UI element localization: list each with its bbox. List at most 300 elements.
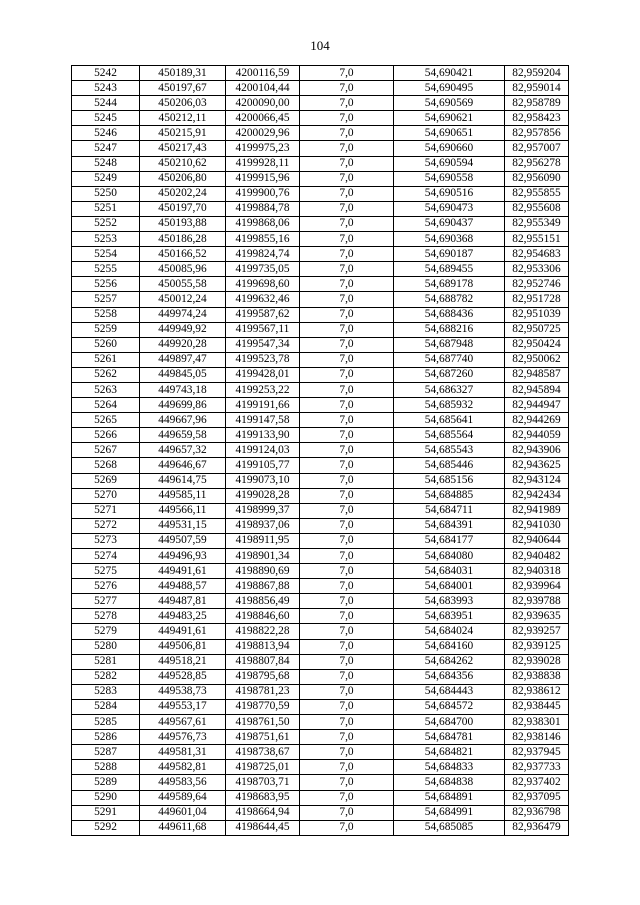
table-row bbox=[72, 81, 569, 96]
height-cell: 7,0 bbox=[300, 186, 394, 201]
table-row bbox=[72, 413, 569, 428]
longitude-cell: 82,944269 bbox=[505, 413, 569, 428]
point-number-cell: 5253 bbox=[72, 232, 140, 247]
height-cell: 7,0 bbox=[300, 488, 394, 503]
y-coordinate-cell: 4199191,66 bbox=[226, 398, 300, 413]
longitude-cell: 82,937402 bbox=[505, 775, 569, 790]
point-number-cell: 5284 bbox=[72, 699, 140, 714]
y-coordinate-cell: 4199735,05 bbox=[226, 262, 300, 277]
longitude-cell: 82,958423 bbox=[505, 111, 569, 126]
x-coordinate-cell: 449657,32 bbox=[140, 443, 226, 458]
table-row bbox=[72, 186, 569, 201]
point-number-cell: 5290 bbox=[72, 790, 140, 805]
y-coordinate-cell: 4199915,96 bbox=[226, 171, 300, 186]
table-row bbox=[72, 775, 569, 790]
latitude-cell: 54,684821 bbox=[394, 745, 505, 760]
point-number-cell: 5260 bbox=[72, 337, 140, 352]
latitude-cell: 54,690594 bbox=[394, 156, 505, 171]
y-coordinate-cell: 4199124,03 bbox=[226, 443, 300, 458]
latitude-cell: 54,690558 bbox=[394, 171, 505, 186]
x-coordinate-cell: 449531,15 bbox=[140, 518, 226, 533]
x-coordinate-cell: 449585,11 bbox=[140, 488, 226, 503]
y-coordinate-cell: 4198703,71 bbox=[226, 775, 300, 790]
table-row bbox=[72, 684, 569, 699]
latitude-cell: 54,684781 bbox=[394, 730, 505, 745]
longitude-cell: 82,942434 bbox=[505, 488, 569, 503]
table-row bbox=[72, 398, 569, 413]
latitude-cell: 54,684177 bbox=[394, 533, 505, 548]
point-number-cell: 5266 bbox=[72, 428, 140, 443]
longitude-cell: 82,939635 bbox=[505, 609, 569, 624]
y-coordinate-cell: 4198867,88 bbox=[226, 579, 300, 594]
latitude-cell: 54,685446 bbox=[394, 458, 505, 473]
point-number-cell: 5255 bbox=[72, 262, 140, 277]
point-number-cell: 5262 bbox=[72, 367, 140, 382]
point-number-cell: 5280 bbox=[72, 639, 140, 654]
x-coordinate-cell: 449507,59 bbox=[140, 533, 226, 548]
longitude-cell: 82,939257 bbox=[505, 624, 569, 639]
longitude-cell: 82,941030 bbox=[505, 518, 569, 533]
y-coordinate-cell: 4200104,44 bbox=[226, 81, 300, 96]
x-coordinate-cell: 449566,11 bbox=[140, 503, 226, 518]
latitude-cell: 54,688216 bbox=[394, 322, 505, 337]
y-coordinate-cell: 4198937,06 bbox=[226, 518, 300, 533]
y-coordinate-cell: 4198725,01 bbox=[226, 760, 300, 775]
y-coordinate-cell: 4198822,28 bbox=[226, 624, 300, 639]
latitude-cell: 54,685641 bbox=[394, 413, 505, 428]
latitude-cell: 54,685543 bbox=[394, 443, 505, 458]
point-number-cell: 5282 bbox=[72, 669, 140, 684]
longitude-cell: 82,959014 bbox=[505, 81, 569, 96]
height-cell: 7,0 bbox=[300, 805, 394, 820]
height-cell: 7,0 bbox=[300, 775, 394, 790]
longitude-cell: 82,950725 bbox=[505, 322, 569, 337]
x-coordinate-cell: 450206,80 bbox=[140, 171, 226, 186]
height-cell: 7,0 bbox=[300, 518, 394, 533]
point-number-cell: 5277 bbox=[72, 594, 140, 609]
point-number-cell: 5252 bbox=[72, 216, 140, 231]
x-coordinate-cell: 449553,17 bbox=[140, 699, 226, 714]
y-coordinate-cell: 4199133,90 bbox=[226, 428, 300, 443]
x-coordinate-cell: 449581,31 bbox=[140, 745, 226, 760]
y-coordinate-cell: 4199698,60 bbox=[226, 277, 300, 292]
x-coordinate-cell: 449483,25 bbox=[140, 609, 226, 624]
longitude-cell: 82,936798 bbox=[505, 805, 569, 820]
height-cell: 7,0 bbox=[300, 126, 394, 141]
point-number-cell: 5254 bbox=[72, 247, 140, 262]
longitude-cell: 82,936479 bbox=[505, 820, 569, 835]
latitude-cell: 54,690651 bbox=[394, 126, 505, 141]
latitude-cell: 54,685932 bbox=[394, 398, 505, 413]
x-coordinate-cell: 450210,62 bbox=[140, 156, 226, 171]
height-cell: 7,0 bbox=[300, 564, 394, 579]
height-cell: 7,0 bbox=[300, 745, 394, 760]
longitude-cell: 82,943625 bbox=[505, 458, 569, 473]
table-row bbox=[72, 171, 569, 186]
y-coordinate-cell: 4198999,37 bbox=[226, 503, 300, 518]
latitude-cell: 54,684885 bbox=[394, 488, 505, 503]
y-coordinate-cell: 4198890,69 bbox=[226, 564, 300, 579]
y-coordinate-cell: 4199855,16 bbox=[226, 232, 300, 247]
height-cell: 7,0 bbox=[300, 684, 394, 699]
height-cell: 7,0 bbox=[300, 66, 394, 81]
height-cell: 7,0 bbox=[300, 715, 394, 730]
table-row bbox=[72, 549, 569, 564]
longitude-cell: 82,939788 bbox=[505, 594, 569, 609]
height-cell: 7,0 bbox=[300, 820, 394, 835]
table-row bbox=[72, 201, 569, 216]
point-number-cell: 5249 bbox=[72, 171, 140, 186]
x-coordinate-cell: 449667,96 bbox=[140, 413, 226, 428]
height-cell: 7,0 bbox=[300, 699, 394, 714]
latitude-cell: 54,690660 bbox=[394, 141, 505, 156]
height-cell: 7,0 bbox=[300, 292, 394, 307]
point-number-cell: 5279 bbox=[72, 624, 140, 639]
longitude-cell: 82,939964 bbox=[505, 579, 569, 594]
height-cell: 7,0 bbox=[300, 413, 394, 428]
latitude-cell: 54,686327 bbox=[394, 382, 505, 397]
point-number-cell: 5272 bbox=[72, 518, 140, 533]
point-number-cell: 5257 bbox=[72, 292, 140, 307]
x-coordinate-cell: 450202,24 bbox=[140, 186, 226, 201]
height-cell: 7,0 bbox=[300, 247, 394, 262]
height-cell: 7,0 bbox=[300, 232, 394, 247]
y-coordinate-cell: 4199868,06 bbox=[226, 216, 300, 231]
height-cell: 7,0 bbox=[300, 790, 394, 805]
x-coordinate-cell: 450206,03 bbox=[140, 96, 226, 111]
x-coordinate-cell: 450166,52 bbox=[140, 247, 226, 262]
height-cell: 7,0 bbox=[300, 443, 394, 458]
point-number-cell: 5278 bbox=[72, 609, 140, 624]
height-cell: 7,0 bbox=[300, 473, 394, 488]
y-coordinate-cell: 4198664,94 bbox=[226, 805, 300, 820]
y-coordinate-cell: 4198683,95 bbox=[226, 790, 300, 805]
height-cell: 7,0 bbox=[300, 594, 394, 609]
table-row bbox=[72, 126, 569, 141]
table-row bbox=[72, 232, 569, 247]
latitude-cell: 54,690437 bbox=[394, 216, 505, 231]
height-cell: 7,0 bbox=[300, 579, 394, 594]
longitude-cell: 82,957007 bbox=[505, 141, 569, 156]
height-cell: 7,0 bbox=[300, 141, 394, 156]
latitude-cell: 54,688436 bbox=[394, 307, 505, 322]
x-coordinate-cell: 449528,85 bbox=[140, 669, 226, 684]
longitude-cell: 82,937733 bbox=[505, 760, 569, 775]
latitude-cell: 54,684080 bbox=[394, 549, 505, 564]
table-row bbox=[72, 579, 569, 594]
y-coordinate-cell: 4198761,50 bbox=[226, 715, 300, 730]
y-coordinate-cell: 4200066,45 bbox=[226, 111, 300, 126]
table-row bbox=[72, 473, 569, 488]
point-number-cell: 5270 bbox=[72, 488, 140, 503]
table-row bbox=[72, 141, 569, 156]
height-cell: 7,0 bbox=[300, 533, 394, 548]
latitude-cell: 54,690569 bbox=[394, 96, 505, 111]
latitude-cell: 54,690621 bbox=[394, 111, 505, 126]
latitude-cell: 54,684001 bbox=[394, 579, 505, 594]
y-coordinate-cell: 4198807,84 bbox=[226, 654, 300, 669]
latitude-cell: 54,683951 bbox=[394, 609, 505, 624]
y-coordinate-cell: 4198813,94 bbox=[226, 639, 300, 654]
x-coordinate-cell: 449491,61 bbox=[140, 564, 226, 579]
longitude-cell: 82,948587 bbox=[505, 367, 569, 382]
x-coordinate-cell: 449491,61 bbox=[140, 624, 226, 639]
point-number-cell: 5243 bbox=[72, 81, 140, 96]
latitude-cell: 54,690421 bbox=[394, 66, 505, 81]
x-coordinate-cell: 450055,58 bbox=[140, 277, 226, 292]
x-coordinate-cell: 449601,04 bbox=[140, 805, 226, 820]
longitude-cell: 82,955608 bbox=[505, 201, 569, 216]
y-coordinate-cell: 4199632,46 bbox=[226, 292, 300, 307]
table-row bbox=[72, 790, 569, 805]
point-number-cell: 5288 bbox=[72, 760, 140, 775]
latitude-cell: 54,688782 bbox=[394, 292, 505, 307]
table-row bbox=[72, 428, 569, 443]
y-coordinate-cell: 4200116,59 bbox=[226, 66, 300, 81]
point-number-cell: 5265 bbox=[72, 413, 140, 428]
point-number-cell: 5251 bbox=[72, 201, 140, 216]
x-coordinate-cell: 449496,93 bbox=[140, 549, 226, 564]
longitude-cell: 82,958789 bbox=[505, 96, 569, 111]
x-coordinate-cell: 450215,91 bbox=[140, 126, 226, 141]
table-row bbox=[72, 352, 569, 367]
x-coordinate-cell: 449974,24 bbox=[140, 307, 226, 322]
table-row bbox=[72, 669, 569, 684]
latitude-cell: 54,685156 bbox=[394, 473, 505, 488]
longitude-cell: 82,940318 bbox=[505, 564, 569, 579]
x-coordinate-cell: 449614,75 bbox=[140, 473, 226, 488]
longitude-cell: 82,955349 bbox=[505, 216, 569, 231]
x-coordinate-cell: 449567,61 bbox=[140, 715, 226, 730]
point-number-cell: 5261 bbox=[72, 352, 140, 367]
longitude-cell: 82,943906 bbox=[505, 443, 569, 458]
table-row bbox=[72, 66, 569, 81]
table-row bbox=[72, 156, 569, 171]
longitude-cell: 82,954683 bbox=[505, 247, 569, 262]
table-row bbox=[72, 488, 569, 503]
table-row bbox=[72, 805, 569, 820]
longitude-cell: 82,944059 bbox=[505, 428, 569, 443]
point-number-cell: 5264 bbox=[72, 398, 140, 413]
y-coordinate-cell: 4198644,45 bbox=[226, 820, 300, 835]
point-number-cell: 5247 bbox=[72, 141, 140, 156]
point-number-cell: 5281 bbox=[72, 654, 140, 669]
y-coordinate-cell: 4199105,77 bbox=[226, 458, 300, 473]
y-coordinate-cell: 4198781,23 bbox=[226, 684, 300, 699]
point-number-cell: 5244 bbox=[72, 96, 140, 111]
height-cell: 7,0 bbox=[300, 609, 394, 624]
height-cell: 7,0 bbox=[300, 398, 394, 413]
x-coordinate-cell: 449646,67 bbox=[140, 458, 226, 473]
x-coordinate-cell: 449583,56 bbox=[140, 775, 226, 790]
x-coordinate-cell: 449699,86 bbox=[140, 398, 226, 413]
latitude-cell: 54,684700 bbox=[394, 715, 505, 730]
latitude-cell: 54,684391 bbox=[394, 518, 505, 533]
point-number-cell: 5250 bbox=[72, 186, 140, 201]
point-number-cell: 5258 bbox=[72, 307, 140, 322]
x-coordinate-cell: 449589,64 bbox=[140, 790, 226, 805]
height-cell: 7,0 bbox=[300, 367, 394, 382]
point-number-cell: 5276 bbox=[72, 579, 140, 594]
y-coordinate-cell: 4199900,76 bbox=[226, 186, 300, 201]
coordinates-table bbox=[71, 65, 569, 836]
table-row bbox=[72, 624, 569, 639]
latitude-cell: 54,684262 bbox=[394, 654, 505, 669]
table-row bbox=[72, 262, 569, 277]
height-cell: 7,0 bbox=[300, 262, 394, 277]
longitude-cell: 82,950424 bbox=[505, 337, 569, 352]
y-coordinate-cell: 4200029,96 bbox=[226, 126, 300, 141]
point-number-cell: 5273 bbox=[72, 533, 140, 548]
latitude-cell: 54,684572 bbox=[394, 699, 505, 714]
point-number-cell: 5283 bbox=[72, 684, 140, 699]
height-cell: 7,0 bbox=[300, 81, 394, 96]
longitude-cell: 82,945894 bbox=[505, 382, 569, 397]
point-number-cell: 5256 bbox=[72, 277, 140, 292]
latitude-cell: 54,684833 bbox=[394, 760, 505, 775]
longitude-cell: 82,937945 bbox=[505, 745, 569, 760]
latitude-cell: 54,683993 bbox=[394, 594, 505, 609]
table-row bbox=[72, 820, 569, 835]
height-cell: 7,0 bbox=[300, 216, 394, 231]
x-coordinate-cell: 449576,73 bbox=[140, 730, 226, 745]
table-row bbox=[72, 564, 569, 579]
y-coordinate-cell: 4199428,01 bbox=[226, 367, 300, 382]
x-coordinate-cell: 449488,57 bbox=[140, 579, 226, 594]
point-number-cell: 5263 bbox=[72, 382, 140, 397]
height-cell: 7,0 bbox=[300, 337, 394, 352]
latitude-cell: 54,684160 bbox=[394, 639, 505, 654]
table-row bbox=[72, 322, 569, 337]
point-number-cell: 5275 bbox=[72, 564, 140, 579]
longitude-cell: 82,957856 bbox=[505, 126, 569, 141]
longitude-cell: 82,943124 bbox=[505, 473, 569, 488]
table-row bbox=[72, 277, 569, 292]
point-number-cell: 5285 bbox=[72, 715, 140, 730]
longitude-cell: 82,938445 bbox=[505, 699, 569, 714]
longitude-cell: 82,937095 bbox=[505, 790, 569, 805]
y-coordinate-cell: 4199523,78 bbox=[226, 352, 300, 367]
point-number-cell: 5292 bbox=[72, 820, 140, 835]
table-row bbox=[72, 337, 569, 352]
height-cell: 7,0 bbox=[300, 96, 394, 111]
point-number-cell: 5242 bbox=[72, 66, 140, 81]
longitude-cell: 82,940644 bbox=[505, 533, 569, 548]
x-coordinate-cell: 450212,11 bbox=[140, 111, 226, 126]
height-cell: 7,0 bbox=[300, 503, 394, 518]
point-number-cell: 5246 bbox=[72, 126, 140, 141]
x-coordinate-cell: 449845,05 bbox=[140, 367, 226, 382]
longitude-cell: 82,955151 bbox=[505, 232, 569, 247]
y-coordinate-cell: 4198846,60 bbox=[226, 609, 300, 624]
y-coordinate-cell: 4199547,34 bbox=[226, 337, 300, 352]
y-coordinate-cell: 4198856,49 bbox=[226, 594, 300, 609]
longitude-cell: 82,938838 bbox=[505, 669, 569, 684]
table-body bbox=[72, 66, 569, 836]
longitude-cell: 82,939028 bbox=[505, 654, 569, 669]
point-number-cell: 5287 bbox=[72, 745, 140, 760]
longitude-cell: 82,950062 bbox=[505, 352, 569, 367]
x-coordinate-cell: 449518,21 bbox=[140, 654, 226, 669]
point-number-cell: 5267 bbox=[72, 443, 140, 458]
y-coordinate-cell: 4199884,78 bbox=[226, 201, 300, 216]
height-cell: 7,0 bbox=[300, 352, 394, 367]
x-coordinate-cell: 450217,43 bbox=[140, 141, 226, 156]
latitude-cell: 54,684711 bbox=[394, 503, 505, 518]
latitude-cell: 54,685085 bbox=[394, 820, 505, 835]
y-coordinate-cell: 4199253,22 bbox=[226, 382, 300, 397]
longitude-cell: 82,939125 bbox=[505, 639, 569, 654]
y-coordinate-cell: 4199028,28 bbox=[226, 488, 300, 503]
point-number-cell: 5289 bbox=[72, 775, 140, 790]
x-coordinate-cell: 450189,31 bbox=[140, 66, 226, 81]
y-coordinate-cell: 4198738,67 bbox=[226, 745, 300, 760]
height-cell: 7,0 bbox=[300, 201, 394, 216]
latitude-cell: 54,690473 bbox=[394, 201, 505, 216]
table-row bbox=[72, 382, 569, 397]
y-coordinate-cell: 4199975,23 bbox=[226, 141, 300, 156]
longitude-cell: 82,956090 bbox=[505, 171, 569, 186]
x-coordinate-cell: 450012,24 bbox=[140, 292, 226, 307]
table-row bbox=[72, 699, 569, 714]
longitude-cell: 82,951728 bbox=[505, 292, 569, 307]
table-row bbox=[72, 443, 569, 458]
point-number-cell: 5245 bbox=[72, 111, 140, 126]
longitude-cell: 82,944947 bbox=[505, 398, 569, 413]
longitude-cell: 82,940482 bbox=[505, 549, 569, 564]
x-coordinate-cell: 449897,47 bbox=[140, 352, 226, 367]
x-coordinate-cell: 450197,67 bbox=[140, 81, 226, 96]
y-coordinate-cell: 4198901,34 bbox=[226, 549, 300, 564]
table-row bbox=[72, 307, 569, 322]
x-coordinate-cell: 449611,68 bbox=[140, 820, 226, 835]
height-cell: 7,0 bbox=[300, 760, 394, 775]
height-cell: 7,0 bbox=[300, 549, 394, 564]
table-row bbox=[72, 292, 569, 307]
latitude-cell: 54,690368 bbox=[394, 232, 505, 247]
point-number-cell: 5268 bbox=[72, 458, 140, 473]
point-number-cell: 5286 bbox=[72, 730, 140, 745]
latitude-cell: 54,684356 bbox=[394, 669, 505, 684]
table-row bbox=[72, 760, 569, 775]
table-row bbox=[72, 715, 569, 730]
height-cell: 7,0 bbox=[300, 730, 394, 745]
table-row bbox=[72, 518, 569, 533]
x-coordinate-cell: 449949,92 bbox=[140, 322, 226, 337]
x-coordinate-cell: 449920,28 bbox=[140, 337, 226, 352]
table-row bbox=[72, 503, 569, 518]
latitude-cell: 54,685564 bbox=[394, 428, 505, 443]
table-row bbox=[72, 594, 569, 609]
table-row bbox=[72, 247, 569, 262]
point-number-cell: 5291 bbox=[72, 805, 140, 820]
latitude-cell: 54,687740 bbox=[394, 352, 505, 367]
y-coordinate-cell: 4198795,68 bbox=[226, 669, 300, 684]
height-cell: 7,0 bbox=[300, 111, 394, 126]
y-coordinate-cell: 4199824,74 bbox=[226, 247, 300, 262]
height-cell: 7,0 bbox=[300, 277, 394, 292]
x-coordinate-cell: 450197,70 bbox=[140, 201, 226, 216]
point-number-cell: 5271 bbox=[72, 503, 140, 518]
y-coordinate-cell: 4199567,11 bbox=[226, 322, 300, 337]
y-coordinate-cell: 4199587,62 bbox=[226, 307, 300, 322]
table-row bbox=[72, 745, 569, 760]
latitude-cell: 54,684991 bbox=[394, 805, 505, 820]
latitude-cell: 54,684891 bbox=[394, 790, 505, 805]
y-coordinate-cell: 4198911,95 bbox=[226, 533, 300, 548]
x-coordinate-cell: 449538,73 bbox=[140, 684, 226, 699]
longitude-cell: 82,951039 bbox=[505, 307, 569, 322]
